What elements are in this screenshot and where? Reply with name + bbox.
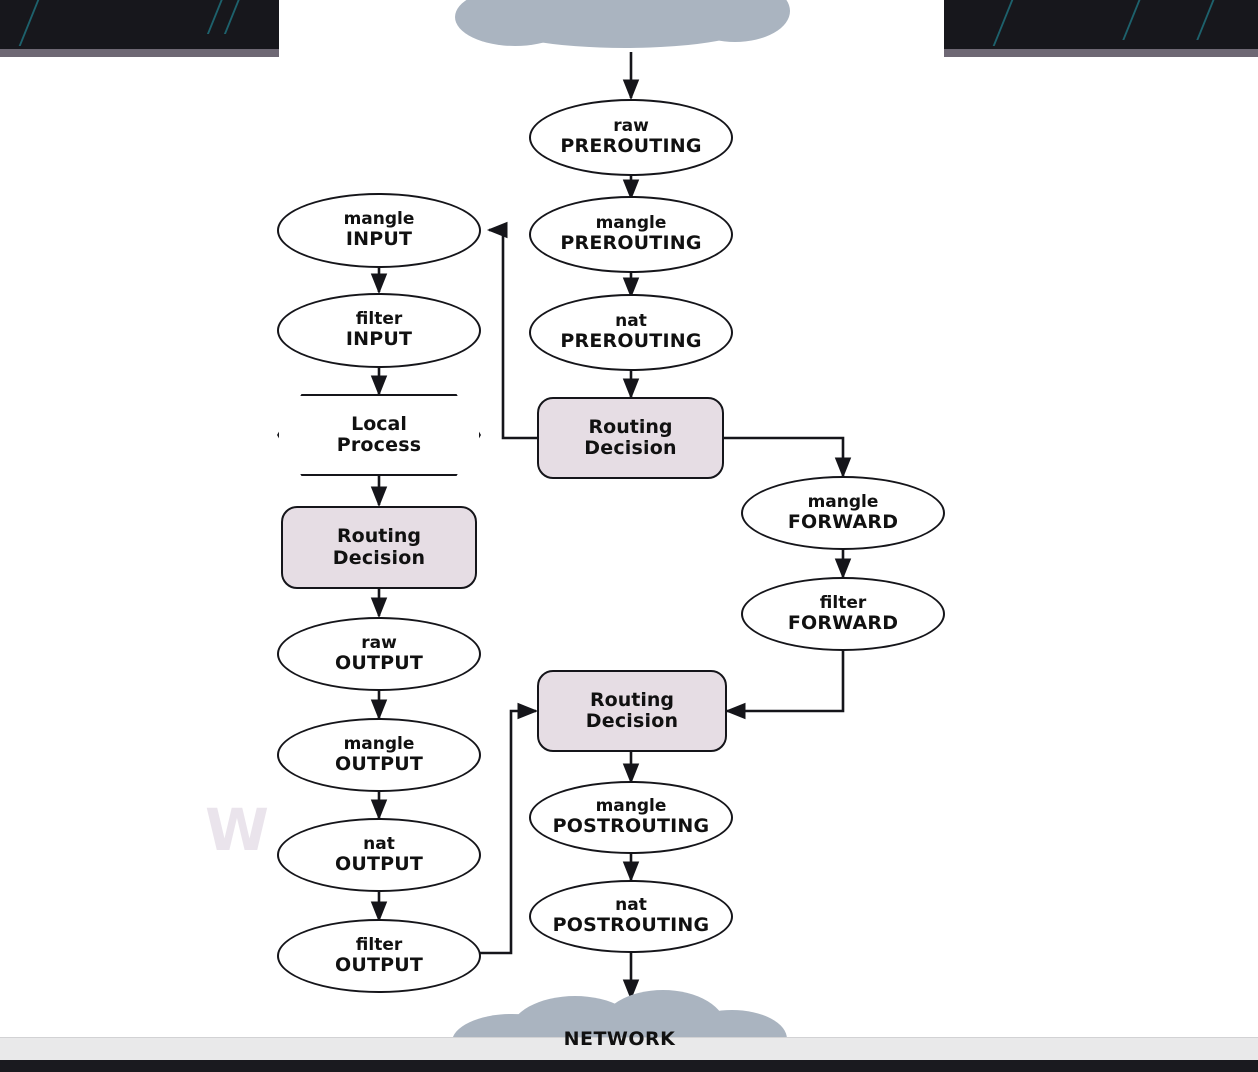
- node-mangle-prerouting-line2: PREROUTING: [560, 232, 702, 255]
- node-filter-forward[interactable]: [741, 577, 945, 651]
- node-mangle-postrouting[interactable]: [529, 781, 733, 854]
- video-frame-top-left: [0, 0, 279, 57]
- node-filter-output-line1: filter: [355, 934, 403, 955]
- watermark-text: W: [205, 796, 270, 864]
- node-nat-prerouting[interactable]: [529, 294, 733, 371]
- node-nat-postrouting-line1: nat: [615, 895, 647, 916]
- node-routing-decision-2-line2: Decision: [332, 546, 426, 569]
- node-mangle-output-line1: mangle: [343, 733, 415, 754]
- node-mangle-postrouting-line1: mangle: [595, 796, 667, 817]
- node-mangle-input-line2: INPUT: [345, 228, 413, 251]
- node-routing-decision-2-line1: Routing: [337, 525, 421, 548]
- node-filter-output-line2: OUTPUT: [334, 953, 424, 976]
- node-routing-decision-1[interactable]: [537, 397, 724, 479]
- cloud-network-top: [455, 0, 790, 54]
- node-routing-decision-3-line1: Routing: [590, 688, 674, 711]
- node-nat-postrouting-line2: POSTROUTING: [552, 914, 710, 937]
- node-raw-prerouting[interactable]: [529, 99, 733, 176]
- video-frame-top-right: [944, 0, 1258, 57]
- node-filter-output[interactable]: [277, 919, 481, 993]
- node-raw-output-line1: raw: [361, 632, 397, 653]
- node-mangle-input-line1: mangle: [343, 209, 415, 230]
- node-nat-prerouting-line2: PREROUTING: [560, 330, 702, 353]
- video-frame-bottom-strip: [0, 1060, 1258, 1072]
- node-nat-output-line1: nat: [363, 833, 395, 854]
- node-filter-input-line1: filter: [355, 309, 403, 330]
- node-routing-decision-1-line2: Decision: [584, 437, 677, 459]
- node-filter-input-line2: INPUT: [345, 328, 413, 351]
- node-local-process[interactable]: [277, 394, 481, 476]
- node-mangle-prerouting[interactable]: [529, 196, 733, 273]
- node-raw-output-line2: OUTPUT: [334, 651, 424, 674]
- node-nat-output[interactable]: [277, 818, 481, 892]
- node-filter-input[interactable]: [277, 293, 481, 368]
- node-local-process-line2: Process: [336, 434, 422, 456]
- node-routing-decision-1-line1: Routing: [588, 415, 673, 438]
- node-nat-prerouting-line1: nat: [615, 311, 647, 332]
- node-routing-decision-3-line2: Decision: [585, 710, 679, 732]
- node-local-process-line1: Local: [351, 412, 407, 435]
- cloud-bottom-label: NETWORK: [563, 1028, 676, 1050]
- node-mangle-forward-line1: mangle: [807, 491, 879, 512]
- node-nat-output-line2: OUTPUT: [334, 852, 424, 875]
- node-raw-prerouting-line2: PREROUTING: [560, 135, 702, 158]
- node-raw-prerouting-line1: raw: [613, 116, 649, 137]
- node-raw-output[interactable]: [277, 617, 481, 691]
- node-nat-postrouting[interactable]: [529, 880, 733, 953]
- node-mangle-forward-line2: FORWARD: [787, 510, 899, 533]
- node-routing-decision-2[interactable]: [281, 506, 477, 589]
- node-routing-decision-3[interactable]: [537, 670, 727, 752]
- node-mangle-input[interactable]: [277, 193, 481, 268]
- node-filter-forward-line1: filter: [819, 592, 867, 613]
- node-mangle-forward[interactable]: [741, 476, 945, 550]
- node-mangle-postrouting-line2: POSTROUTING: [552, 815, 710, 838]
- node-mangle-output-line2: OUTPUT: [334, 752, 424, 775]
- node-mangle-output[interactable]: [277, 718, 481, 792]
- node-filter-forward-line2: FORWARD: [787, 611, 899, 634]
- node-mangle-prerouting-line1: mangle: [595, 213, 667, 234]
